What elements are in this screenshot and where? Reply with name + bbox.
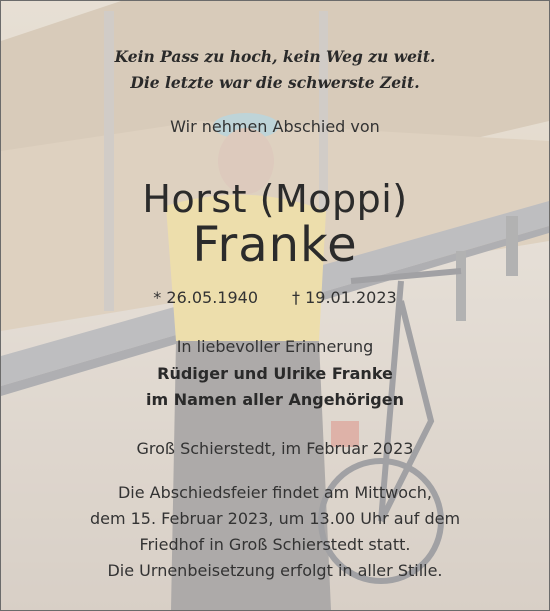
death-date: † 19.01.2023 bbox=[292, 288, 397, 307]
birth-date: * 26.05.1940 bbox=[153, 288, 258, 307]
mourners-line-2: im Namen aller Angehörigen bbox=[145, 390, 404, 409]
place-date: Groß Schierstedt, im Februar 2023 bbox=[136, 439, 414, 458]
ceremony-line-2: dem 15. Februar 2023, um 13.00 Uhr auf dem bbox=[89, 509, 461, 528]
motto-line-1: Kein Pass zu hoch, kein Weg zu weit. bbox=[114, 47, 436, 66]
obituary-text bbox=[1, 1, 549, 610]
ceremony-line-1: Die Abschiedsfeier findet am Mittwoch, bbox=[117, 483, 433, 502]
memory-line: In liebevoller Erinnerung bbox=[176, 337, 374, 356]
ceremony-line-3: Friedhof in Groß Schierstedt statt. bbox=[139, 535, 411, 554]
ceremony-line-4: Die Urnenbeisetzung erfolgt in aller Stille. bbox=[107, 561, 443, 580]
intro-text: Wir nehmen Abschied von bbox=[170, 117, 380, 136]
motto-line-2: Die letzte war die schwerste Zeit. bbox=[130, 73, 420, 92]
mourners-line-1: Rüdiger und Ulrike Franke bbox=[157, 364, 393, 383]
last-name: Franke bbox=[192, 217, 358, 273]
life-dates bbox=[1, 288, 549, 307]
first-name: Horst (Moppi) bbox=[142, 177, 408, 221]
